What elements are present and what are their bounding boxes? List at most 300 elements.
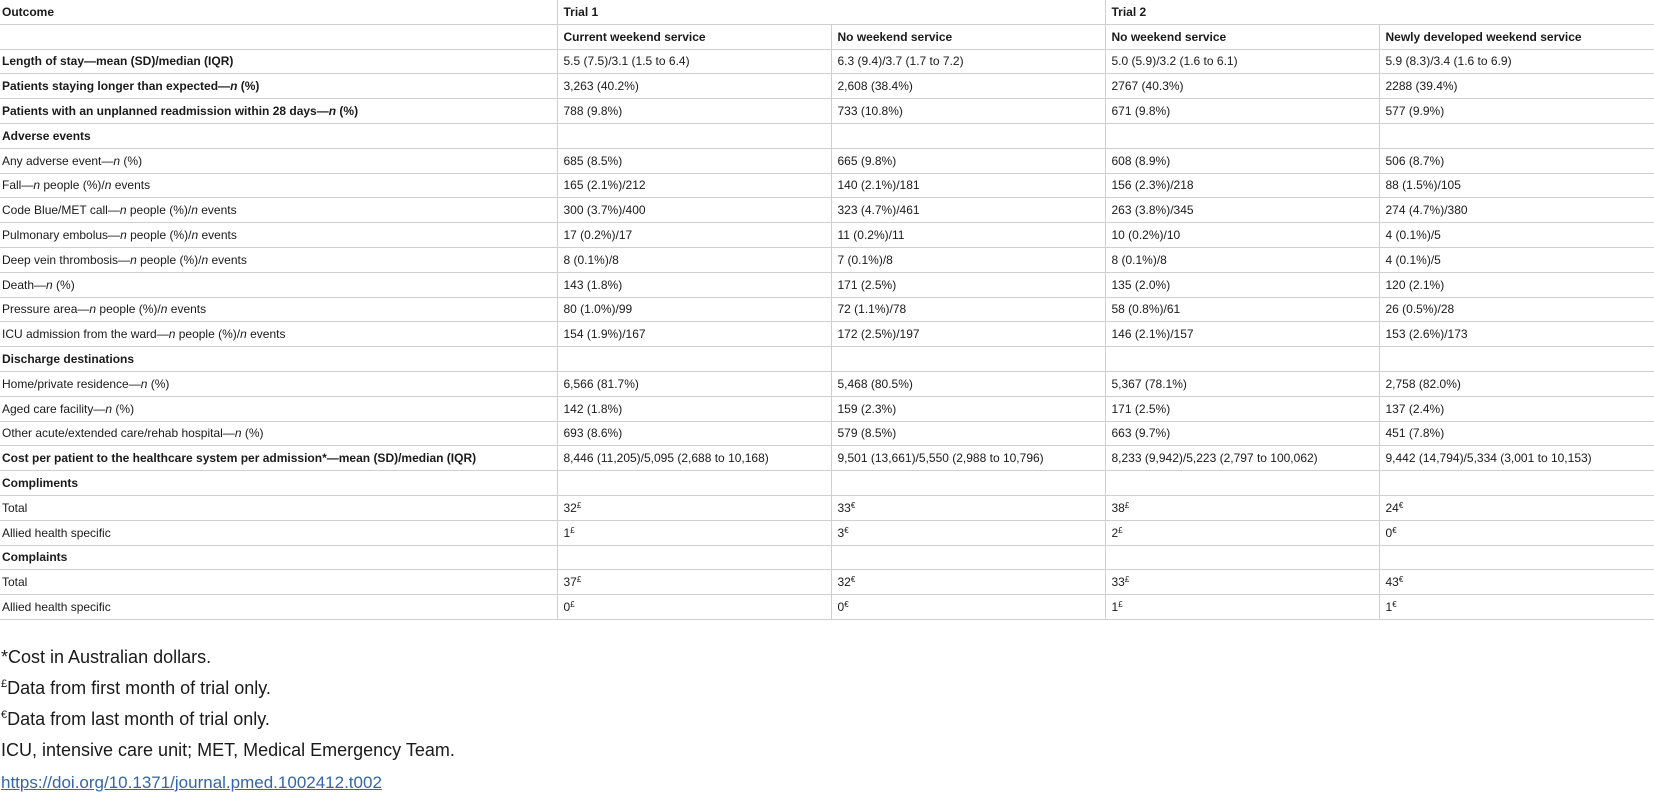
- table-row: [0, 297, 1654, 322]
- cell-col-3: [1105, 520, 1379, 545]
- header-col-1: Current weekend service: [557, 24, 831, 49]
- cell-col-4: [1379, 223, 1654, 248]
- cell-col-1: [557, 495, 831, 520]
- cell-value: 0: [1385, 525, 1393, 540]
- cell-col-4: [1379, 371, 1654, 396]
- doi-link[interactable]: https://doi.org/10.1371/journal.pmed.1002412.t002: [1, 773, 382, 792]
- cell-value: 2288 (39.4%): [1385, 79, 1458, 94]
- cell-footnote-symbol: £: [1124, 575, 1130, 585]
- cell-value: 156 (2.3%)/218: [1111, 178, 1194, 193]
- cell-value: 323 (4.7%)/461: [837, 203, 920, 218]
- cell-col-2: [831, 595, 1105, 620]
- cell-col-4: [1379, 322, 1654, 347]
- table-row: [0, 545, 1654, 570]
- row-label: [0, 272, 557, 297]
- cell-col-4: [1379, 49, 1654, 74]
- cell-value: 5.5 (7.5)/3.1 (1.5 to 6.4): [563, 54, 690, 69]
- cell-value: 142 (1.8%): [563, 401, 623, 416]
- cell-col-1: [557, 123, 831, 148]
- row-label: [0, 595, 557, 620]
- row-label-pre: Total: [2, 575, 28, 590]
- footnote-first-text: Data from first month of trial only.: [7, 678, 271, 698]
- cell-col-2: [831, 198, 1105, 223]
- cell-col-2: [831, 495, 1105, 520]
- cell-col-2: [831, 322, 1105, 347]
- cell-footnote-symbol: €: [1398, 575, 1404, 585]
- cell-col-4: [1379, 396, 1654, 421]
- table-row: [0, 247, 1654, 272]
- cell-col-4: [1379, 247, 1654, 272]
- footnote-last-month: [1, 704, 455, 735]
- row-label-post: people (%)/: [40, 178, 105, 193]
- row-label-pre: Compliments: [2, 476, 79, 491]
- table-row: [0, 74, 1654, 99]
- cell-value: 9,501 (13,661)/5,550 (2,988 to 10,796): [837, 451, 1044, 466]
- row-label-pre: Adverse events: [2, 128, 91, 143]
- cell-value: 274 (4.7%)/380: [1385, 203, 1468, 218]
- row-label: [0, 148, 557, 173]
- table-row: [0, 570, 1654, 595]
- row-label-em2: n: [240, 327, 247, 342]
- cell-value: 120 (2.1%): [1385, 277, 1445, 292]
- cell-col-4: [1379, 421, 1654, 446]
- cell-value: 2,608 (38.4%): [837, 79, 913, 94]
- row-label-post: people (%)/: [175, 327, 241, 342]
- cell-col-3: [1105, 272, 1379, 297]
- cell-col-2: [831, 99, 1105, 124]
- cell-value: 608 (8.9%): [1111, 153, 1171, 168]
- cell-col-4: [1379, 173, 1654, 198]
- cell-col-4: [1379, 74, 1654, 99]
- cell-col-1: [557, 421, 831, 446]
- cell-col-3: [1105, 123, 1379, 148]
- row-label-em2: n: [201, 252, 209, 267]
- cell-col-2: [831, 371, 1105, 396]
- cell-col-3: [1105, 198, 1379, 223]
- cell-value: 8,233 (9,942)/5,223 (2,797 to 100,062): [1111, 451, 1318, 466]
- row-label-pre: Allied health specific: [2, 600, 111, 615]
- row-label: [0, 421, 557, 446]
- footnote-first-month: [1, 673, 455, 704]
- cell-value: 33: [837, 500, 851, 515]
- cell-col-3: [1105, 173, 1379, 198]
- cell-value: 154 (1.9%)/167: [563, 327, 646, 342]
- cell-col-4: [1379, 123, 1654, 148]
- row-label: [0, 347, 557, 372]
- header-col-4: Newly developed weekend service: [1379, 24, 1654, 49]
- cell-col-3: [1105, 545, 1379, 570]
- row-label-pre: Home/private residence—: [2, 376, 141, 391]
- cell-value: 72 (1.1%)/78: [837, 302, 907, 317]
- cell-value: 671 (9.8%): [1111, 104, 1171, 119]
- cell-col-1: [557, 272, 831, 297]
- cell-col-3: [1105, 99, 1379, 124]
- cell-value: 26 (0.5%)/28: [1385, 302, 1455, 317]
- cell-col-1: [557, 247, 831, 272]
- row-label-pre: Discharge destinations: [2, 352, 135, 367]
- cell-col-4: [1379, 446, 1654, 471]
- cell-value: 0: [563, 600, 571, 615]
- cell-value: 172 (2.5%)/197: [837, 327, 920, 342]
- cell-col-1: [557, 371, 831, 396]
- cell-value: 80 (1.0%)/99: [563, 302, 633, 317]
- row-label-em: n: [89, 302, 97, 317]
- table-row: [0, 495, 1654, 520]
- row-label-post: (%): [241, 426, 264, 441]
- row-label-em: n: [130, 252, 137, 267]
- cell-value: 1: [563, 525, 571, 540]
- cell-value: 8,446 (11,205)/5,095 (2,688 to 10,168): [563, 451, 769, 466]
- cell-col-4: [1379, 272, 1654, 297]
- row-label-em: n: [140, 376, 148, 391]
- row-label-post2: events: [111, 178, 151, 193]
- cell-col-3: [1105, 595, 1379, 620]
- table-row: [0, 396, 1654, 421]
- cell-footnote-symbol: €: [844, 525, 849, 535]
- cell-col-4: [1379, 471, 1654, 496]
- cell-col-3: [1105, 148, 1379, 173]
- row-label: [0, 570, 557, 595]
- row-label-em: n: [105, 401, 113, 416]
- cell-value: 5,468 (80.5%): [837, 376, 913, 391]
- row-label: [0, 173, 557, 198]
- cell-col-1: [557, 173, 831, 198]
- cell-value: 32: [837, 575, 851, 590]
- row-label: [0, 371, 557, 396]
- row-label-em: n: [119, 203, 127, 218]
- row-label-post: (%): [237, 79, 260, 94]
- cell-col-2: [831, 545, 1105, 570]
- cell-col-2: [831, 446, 1105, 471]
- cell-col-1: [557, 297, 831, 322]
- cell-footnote-symbol: €: [1392, 525, 1397, 535]
- cell-value: 2767 (40.3%): [1111, 79, 1184, 94]
- table-row: [0, 520, 1654, 545]
- cell-value: 9,442 (14,794)/5,334 (3,001 to 10,153): [1385, 451, 1592, 466]
- row-label-em: n: [113, 153, 121, 168]
- header-trial-1: Trial 1: [557, 0, 1105, 24]
- row-label-pre: Cost per patient to the healthcare system per admission*—mean (SD)/median (IQR): [2, 451, 477, 466]
- header-row-services: [0, 24, 1654, 49]
- footnote-abbreviations: [1, 735, 455, 766]
- table-row: [0, 148, 1654, 173]
- row-label-post2: events: [208, 252, 247, 267]
- table-row: [0, 49, 1654, 74]
- cell-col-2: [831, 396, 1105, 421]
- cell-col-2: [831, 173, 1105, 198]
- cell-col-2: [831, 148, 1105, 173]
- table-row: [0, 322, 1654, 347]
- row-label-pre: Length of stay—mean (SD)/median (IQR): [2, 54, 234, 69]
- cell-footnote-symbol: €: [850, 500, 856, 510]
- cell-col-3: [1105, 49, 1379, 74]
- cell-col-4: [1379, 99, 1654, 124]
- cell-col-4: [1379, 495, 1654, 520]
- cell-col-2: [831, 247, 1105, 272]
- cell-footnote-symbol: €: [1398, 500, 1404, 510]
- footnote-last-symbol: €: [1, 709, 8, 721]
- cell-value: 5.0 (5.9)/3.2 (1.6 to 6.1): [1111, 54, 1238, 69]
- footnote-cost: [1, 642, 455, 673]
- cell-value: 577 (9.9%): [1385, 104, 1445, 119]
- row-label: [0, 545, 557, 570]
- table-row: [0, 421, 1654, 446]
- cell-value: 685 (8.5%): [563, 153, 623, 168]
- cell-value: 263 (3.8%)/345: [1111, 203, 1194, 218]
- row-label-post: (%): [120, 153, 143, 168]
- cell-col-3: [1105, 396, 1379, 421]
- cell-col-1: [557, 396, 831, 421]
- row-label-em2: n: [191, 203, 198, 218]
- cell-col-3: [1105, 371, 1379, 396]
- row-label-em2: n: [160, 302, 168, 317]
- cell-value: 7 (0.1%)/8: [837, 252, 893, 267]
- cell-col-4: [1379, 570, 1654, 595]
- cell-col-3: [1105, 347, 1379, 372]
- cell-col-3: [1105, 446, 1379, 471]
- row-label: [0, 520, 557, 545]
- row-label: [0, 396, 557, 421]
- cell-value: 451 (7.8%): [1385, 426, 1445, 441]
- row-label-em2: n: [104, 178, 112, 193]
- cell-value: 300 (3.7%)/400: [563, 203, 646, 218]
- cell-col-3: [1105, 322, 1379, 347]
- cell-col-2: [831, 520, 1105, 545]
- table-row: [0, 123, 1654, 148]
- cell-col-4: [1379, 297, 1654, 322]
- row-label-em2: n: [191, 228, 199, 243]
- row-label-post: (%): [336, 104, 359, 119]
- row-label-post: (%): [147, 376, 170, 391]
- table-row: [0, 272, 1654, 297]
- cell-value: 38: [1111, 500, 1125, 515]
- cell-col-4: [1379, 148, 1654, 173]
- cell-value: 788 (9.8%): [563, 104, 623, 119]
- cell-value: 153 (2.6%)/173: [1385, 327, 1468, 342]
- row-label: [0, 247, 557, 272]
- cell-col-1: [557, 347, 831, 372]
- cell-footnote-symbol: £: [570, 600, 575, 610]
- cell-col-1: [557, 570, 831, 595]
- cell-value: 2: [1111, 525, 1119, 540]
- cell-value: 10 (0.2%)/10: [1111, 228, 1181, 243]
- cell-value: 4 (0.1%)/5: [1385, 228, 1441, 243]
- cell-value: 2,758 (82.0%): [1385, 376, 1461, 391]
- table-row: [0, 198, 1654, 223]
- cell-value: 165 (2.1%)/212: [563, 178, 646, 193]
- row-label-post: people (%)/: [126, 228, 192, 243]
- cell-col-1: [557, 74, 831, 99]
- cell-value: 140 (2.1%)/181: [837, 178, 920, 193]
- cell-footnote-symbol: £: [1118, 600, 1123, 610]
- header-trial-2: Trial 2: [1105, 0, 1654, 24]
- cell-col-2: [831, 471, 1105, 496]
- cell-value: 6.3 (9.4)/3.7 (1.7 to 7.2): [837, 54, 964, 69]
- cell-value: 693 (8.6%): [563, 426, 623, 441]
- row-label-post: (%): [112, 401, 135, 416]
- cell-value: 1: [1385, 600, 1393, 615]
- cell-value: 4 (0.1%)/5: [1385, 252, 1441, 267]
- cell-value: 5.9 (8.3)/3.4 (1.6 to 6.9): [1385, 54, 1512, 69]
- cell-value: 8 (0.1%)/8: [1111, 252, 1167, 267]
- cell-col-2: [831, 223, 1105, 248]
- row-label-post2: events: [246, 327, 286, 342]
- cell-value: 143 (1.8%): [563, 277, 623, 292]
- row-label: [0, 74, 557, 99]
- row-label-pre: Aged care facility—: [2, 401, 106, 416]
- cell-value: 58 (0.8%)/61: [1111, 302, 1181, 317]
- cell-value: 135 (2.0%): [1111, 277, 1171, 292]
- cell-col-1: [557, 520, 831, 545]
- table-row: [0, 347, 1654, 372]
- row-label-post2: events: [197, 203, 237, 218]
- cell-footnote-symbol: £: [1124, 500, 1130, 510]
- row-label-em: n: [230, 79, 238, 94]
- cell-footnote-symbol: €: [850, 575, 856, 585]
- cell-footnote-symbol: £: [576, 500, 582, 510]
- footnote-cost-text: *Cost in Australian dollars.: [1, 647, 212, 667]
- row-label-post: people (%)/: [126, 203, 192, 218]
- row-label-em: n: [46, 277, 53, 292]
- row-label-pre: Patients with an unplanned readmission within 28 days—: [2, 104, 329, 119]
- footnote-first-symbol: £: [1, 678, 8, 690]
- row-label-post2: events: [198, 228, 237, 243]
- row-label-pre: Allied health specific: [2, 525, 111, 540]
- cell-col-2: [831, 570, 1105, 595]
- cell-value: 137 (2.4%): [1385, 401, 1445, 416]
- cell-col-2: [831, 74, 1105, 99]
- row-label-pre: ICU admission from the ward—: [2, 327, 169, 342]
- footnote-abbrev-text: ICU, intensive care unit; MET, Medical Emergency Team.: [1, 740, 455, 760]
- cell-col-4: [1379, 520, 1654, 545]
- row-label: [0, 495, 557, 520]
- table-row: [0, 446, 1654, 471]
- cell-value: 171 (2.5%): [1111, 401, 1171, 416]
- row-label-pre: Code Blue/MET call—: [2, 203, 120, 218]
- row-label-em: n: [328, 104, 337, 119]
- cell-value: 17 (0.2%)/17: [563, 228, 633, 243]
- row-label-pre: Pulmonary embolus—: [2, 228, 121, 243]
- cell-col-3: [1105, 495, 1379, 520]
- cell-col-1: [557, 446, 831, 471]
- cell-col-2: [831, 49, 1105, 74]
- row-label-post: people (%)/: [136, 252, 202, 267]
- row-label-em: n: [33, 178, 41, 193]
- cell-footnote-symbol: €: [1392, 600, 1397, 610]
- cell-col-4: [1379, 198, 1654, 223]
- cell-value: 3,263 (40.2%): [563, 79, 639, 94]
- cell-value: 11 (0.2%)/11: [837, 228, 905, 243]
- table-row: [0, 371, 1654, 396]
- cell-col-2: [831, 272, 1105, 297]
- cell-value: 1: [1111, 600, 1119, 615]
- row-label-pre: Complaints: [2, 550, 68, 565]
- table-row: [0, 173, 1654, 198]
- row-label: [0, 471, 557, 496]
- cell-col-1: [557, 49, 831, 74]
- cell-footnote-symbol: £: [576, 575, 582, 585]
- cell-value: 33: [1111, 575, 1125, 590]
- cell-col-1: [557, 322, 831, 347]
- cell-value: 43: [1385, 575, 1399, 590]
- row-label: [0, 99, 557, 124]
- cell-col-1: [557, 198, 831, 223]
- cell-col-2: [831, 123, 1105, 148]
- cell-value: 665 (9.8%): [837, 153, 897, 168]
- cell-col-4: [1379, 595, 1654, 620]
- cell-col-3: [1105, 570, 1379, 595]
- row-label-pre: Other acute/extended care/rehab hospital—: [2, 426, 235, 441]
- row-label-pre: Pressure area—: [2, 302, 90, 317]
- row-label-em: n: [120, 228, 127, 243]
- header-outcome: Outcome: [0, 0, 557, 24]
- row-label-pre: Fall—: [2, 178, 34, 193]
- row-label: [0, 49, 557, 74]
- cell-value: 733 (10.8%): [837, 104, 903, 119]
- row-label: [0, 223, 557, 248]
- cell-value: 171 (2.5%): [837, 277, 897, 292]
- cell-col-1: [557, 148, 831, 173]
- footnote-last-text: Data from last month of trial only.: [7, 709, 270, 729]
- cell-col-1: [557, 223, 831, 248]
- cell-value: 159 (2.3%): [837, 401, 897, 416]
- cell-value: 32: [563, 500, 577, 515]
- cell-value: 88 (1.5%)/105: [1385, 178, 1461, 193]
- cell-value: 506 (8.7%): [1385, 153, 1445, 168]
- cell-footnote-symbol: €: [844, 600, 849, 610]
- cell-value: 37: [563, 575, 577, 590]
- cell-col-1: [557, 595, 831, 620]
- header-row-trials: [0, 0, 1654, 24]
- cell-value: 663 (9.7%): [1111, 426, 1171, 441]
- table-row: [0, 99, 1654, 124]
- cell-col-3: [1105, 471, 1379, 496]
- cell-footnote-symbol: £: [1118, 525, 1123, 535]
- row-label-pre: Deep vein thrombosis—: [2, 252, 131, 267]
- row-label: [0, 322, 557, 347]
- cell-col-4: [1379, 545, 1654, 570]
- cell-col-2: [831, 421, 1105, 446]
- cell-col-1: [557, 545, 831, 570]
- cell-value: 8 (0.1%)/8: [563, 252, 619, 267]
- cell-value: 6,566 (81.7%): [563, 376, 639, 391]
- table-row: [0, 223, 1654, 248]
- cell-col-1: [557, 471, 831, 496]
- row-label: [0, 446, 557, 471]
- cell-col-3: [1105, 297, 1379, 322]
- cell-value: 3: [837, 525, 845, 540]
- cell-col-3: [1105, 421, 1379, 446]
- header-blank: [0, 24, 557, 49]
- row-label-post: people (%)/: [96, 302, 161, 317]
- row-label-em: n: [168, 327, 176, 342]
- cell-col-3: [1105, 74, 1379, 99]
- table-row: [0, 595, 1654, 620]
- row-label: [0, 123, 557, 148]
- cell-footnote-symbol: £: [570, 525, 575, 535]
- header-col-2: No weekend service: [831, 24, 1105, 49]
- cell-value: 0: [837, 600, 845, 615]
- cell-value: 5,367 (78.1%): [1111, 376, 1187, 391]
- cell-value: 146 (2.1%)/157: [1111, 327, 1194, 342]
- row-label-post: (%): [52, 277, 75, 292]
- cell-col-4: [1379, 347, 1654, 372]
- row-label-pre: Any adverse event—: [2, 153, 114, 168]
- cell-value: 24: [1385, 500, 1399, 515]
- row-label-pre: Death—: [2, 277, 47, 292]
- row-label-pre: Patients staying longer than expected—: [2, 79, 231, 94]
- row-label-post2: events: [167, 302, 207, 317]
